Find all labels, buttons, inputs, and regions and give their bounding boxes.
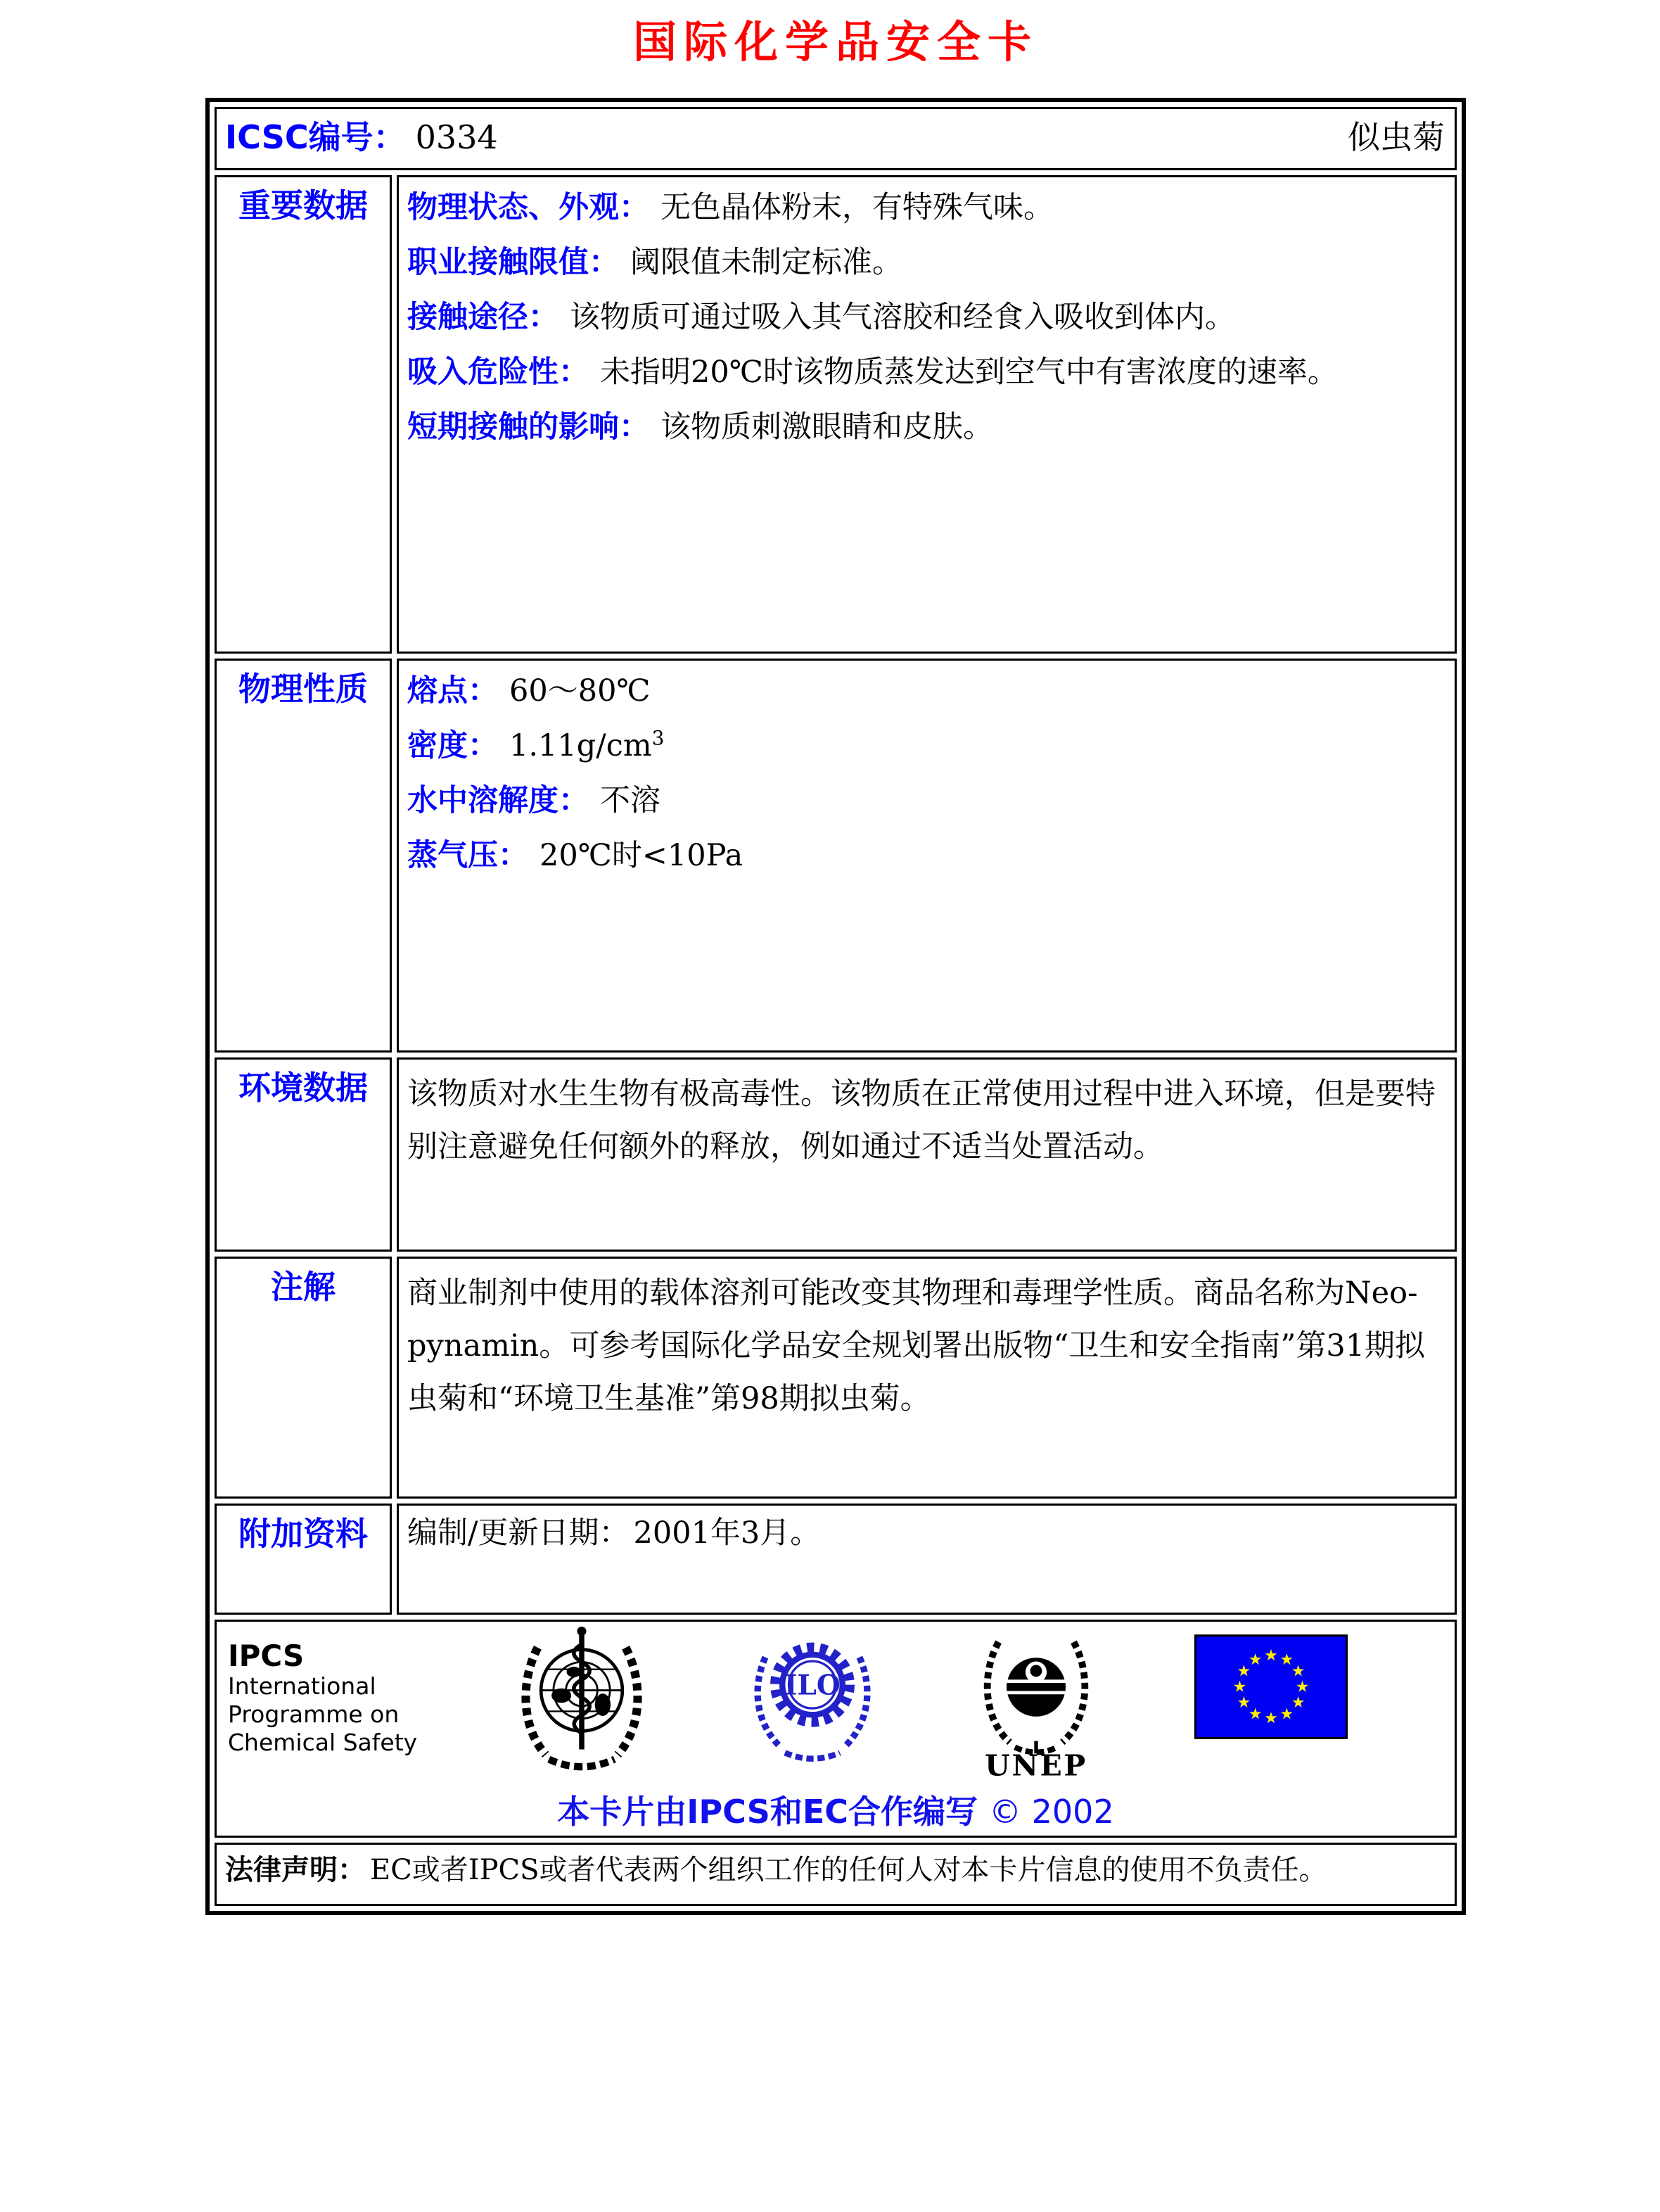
kv-value: 不溶 [600, 783, 660, 818]
section-content-additional-info [397, 1504, 1457, 1615]
unep-logo [973, 1625, 1099, 1778]
kv-key: 物理状态、外观： [407, 190, 649, 225]
environmental-data-text: 该物质对水生生物有极高毒性。该物质在正常使用过程中进入环境，但是要特别注意避免任何额外的释放，例如通过不适当处置活动。 [407, 1076, 1436, 1164]
unep-letters: UNEP [984, 1748, 1087, 1778]
kv-water-solubility [407, 773, 1446, 828]
kv-value: 未指明20℃时该物质蒸发达到空气中有害浓度的速率。 [600, 355, 1338, 390]
ipcs-wordmark [228, 1640, 417, 1757]
who-logo [513, 1625, 651, 1776]
ipcs-acronym: IPCS [228, 1639, 305, 1673]
section-content-notes [397, 1257, 1457, 1499]
ilo-letters: ILO [784, 1669, 841, 1702]
kv-key: 吸入危险性： [407, 355, 589, 390]
kv-key: 蒸气压： [407, 838, 528, 873]
ilo-logo [747, 1625, 878, 1765]
kv-key: 密度： [407, 728, 498, 763]
kv-key: 水中溶解度： [407, 783, 589, 818]
credit-year: © 2002 [989, 1793, 1114, 1831]
icsc-number-value: 0334 [415, 118, 498, 156]
kv-key: 接触途径： [407, 300, 558, 335]
kv-density [407, 718, 1446, 773]
kv-key: 熔点： [407, 673, 498, 708]
kv-value: 1.11g/cm [509, 728, 652, 763]
section-content-physical-properties [397, 659, 1457, 1053]
icsc-number-label: ICSC编号： [225, 118, 406, 156]
section-label-physical-properties: 物理性质 [215, 659, 392, 1053]
logo-row [225, 1625, 1446, 1778]
section-label-environmental-data: 环境数据 [215, 1057, 392, 1252]
kv-value-superscript: 3 [651, 726, 665, 750]
kv-key: 短期接触的影响： [407, 409, 649, 445]
icsc-card-table [205, 98, 1466, 1915]
kv-occupational-limit [407, 235, 1446, 290]
footer-row [215, 1620, 1457, 1838]
legal-label: 法律声明： [225, 1854, 366, 1886]
eu-flag [1194, 1634, 1348, 1739]
legal-text: EC或者IPCS或者代表两个组织工作的任何人对本卡片信息的使用不负责任。 [370, 1854, 1327, 1886]
section-label-additional-info: 附加资料 [215, 1504, 392, 1615]
section-label-notes: 注解 [215, 1257, 392, 1499]
kv-value: 该物质可通过吸入其气溶胶和经食入吸收到体内。 [570, 300, 1235, 335]
header-row [215, 107, 1457, 170]
section-label-important-data: 重要数据 [215, 175, 392, 654]
ipcs-line: Chemical Safety [228, 1729, 418, 1756]
kv-value: 20℃时<10Pa [540, 838, 743, 873]
legal-row [215, 1843, 1457, 1906]
credit-text: 本卡片由IPCS和EC合作编写 [557, 1793, 978, 1831]
section-content-environmental-data [397, 1057, 1457, 1252]
kv-inhalation-risk [407, 345, 1446, 400]
kv-value: 2001年3月。 [633, 1515, 821, 1551]
kv-key: 职业接触限值： [407, 245, 619, 280]
kv-value: 该物质刺激眼睛和皮肤。 [660, 409, 993, 445]
ipcs-line: Programme on [228, 1701, 400, 1728]
kv-value: 无色晶体粉末，有特殊气味。 [660, 190, 1054, 225]
section-content-important-data [397, 175, 1457, 654]
kv-physical-state [407, 180, 1446, 235]
kv-key: 编制/更新日期： [407, 1515, 630, 1551]
kv-short-term-effects [407, 400, 1446, 455]
icsc-number-group [225, 112, 498, 158]
kv-vapour-pressure [407, 828, 1446, 883]
credit-line [225, 1786, 1446, 1833]
kv-value: 60～80℃ [509, 673, 651, 708]
kv-value: 阈限值未制定标准。 [630, 245, 902, 280]
kv-melting-point [407, 663, 1446, 718]
notes-text: 商业制剂中使用的载体溶剂可能改变其物理和毒理学性质。商品名称为Neo-pynamin。可参考国际化学品安全规划署出版物“卫生和安全指南”第31期拟虫菊和“环境卫生基准”第98期拟虫菊。 [407, 1276, 1426, 1416]
kv-update-date [407, 1508, 1446, 1558]
chemical-name: 似虫菊 [1348, 118, 1445, 156]
kv-exposure-routes [407, 290, 1446, 345]
page-title: 国际化学品安全卡 [632, 16, 1038, 68]
ipcs-line: International [228, 1672, 376, 1700]
